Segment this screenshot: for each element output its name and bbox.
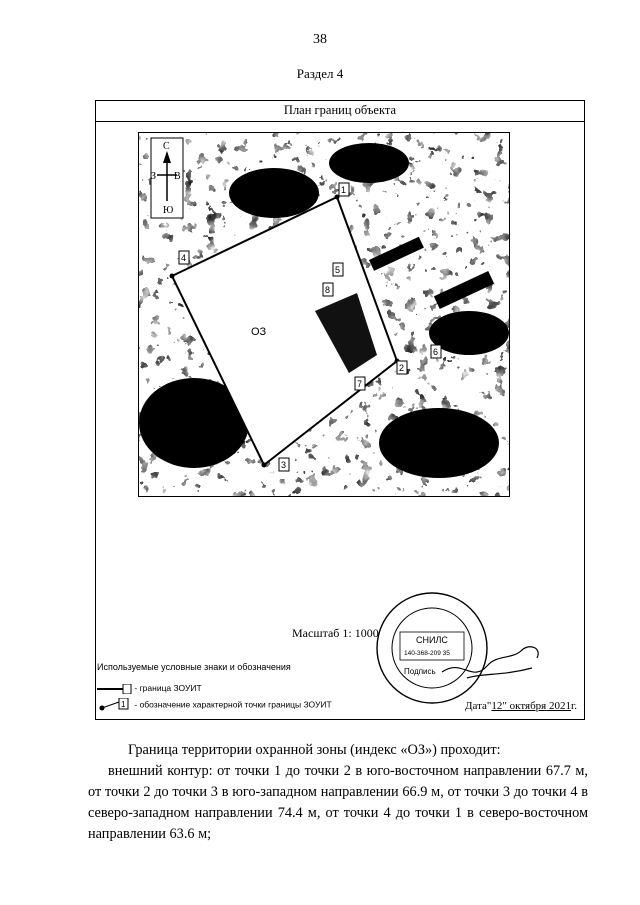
description-heading: Граница территории охранной зоны (индекс «ОЗ») проходит: (128, 742, 501, 758)
point-symbol-icon (97, 698, 132, 712)
compass-south: Ю (163, 205, 174, 216)
map-canvas (139, 133, 510, 497)
compass-icon (151, 138, 183, 218)
legend-boundary-label: - граница ЗОУИТ (134, 683, 202, 693)
svg-text:4: 4 (181, 253, 187, 263)
svg-text:7: 7 (357, 379, 363, 389)
boundary-line-icon (97, 684, 132, 694)
stamp-sign-label: Подпись (404, 667, 436, 676)
aerial-map (138, 132, 510, 497)
point-marker (431, 345, 441, 358)
date-month: " октября 2021 (502, 700, 571, 712)
legend-boundary-row (97, 683, 202, 694)
compass-north: С (163, 141, 170, 152)
svg-text:2: 2 (399, 363, 405, 373)
legend-point-row (97, 698, 332, 712)
svg-text:5: 5 (335, 265, 341, 275)
compass-west: З (151, 171, 157, 182)
svg-text:1: 1 (341, 185, 347, 195)
point-marker (323, 283, 333, 296)
section-title: Раздел 4 (296, 66, 344, 81)
date-suffix: г. (571, 700, 578, 712)
point-marker (355, 377, 365, 390)
seal-icon (372, 588, 552, 708)
point-marker (333, 263, 343, 276)
date-prefix: Дата" (465, 700, 492, 712)
stamp-snils-number: 140-368-209 35 (404, 650, 450, 657)
svg-text:1: 1 (121, 700, 126, 709)
description-text (88, 740, 588, 845)
seal-stamp (372, 588, 552, 713)
svg-text:6: 6 (433, 347, 439, 357)
date-line (465, 700, 577, 712)
legend-title: Используемые условные знаки и обозначения (97, 662, 291, 672)
scale-text: Масштаб 1: 1000 (292, 626, 379, 640)
stamp-snils-label: СНИЛС (416, 635, 448, 645)
svg-text:3: 3 (281, 460, 287, 470)
plan-title: План границ объекта (95, 100, 585, 122)
svg-text:8: 8 (325, 285, 331, 295)
page-number: 38 (313, 32, 327, 47)
zone-label: ОЗ (251, 326, 267, 338)
compass-east: В (174, 171, 181, 182)
description-body: внешний контур: от точки 1 до точки 2 в юго-восточном направлении 67.7 м, от точки 2 до точки 3 в юго-западном направлении 66.9 м, от точки 3 до точки 4 в северо-западном направлении 74.4 м, от точки 4 до точки 1 в северо-восточном направлении 63.6 м; (88, 763, 588, 842)
legend-point-label: - обозначение характерной точки границы ЗОУИТ (134, 699, 332, 710)
date-day: 12 (491, 700, 503, 712)
